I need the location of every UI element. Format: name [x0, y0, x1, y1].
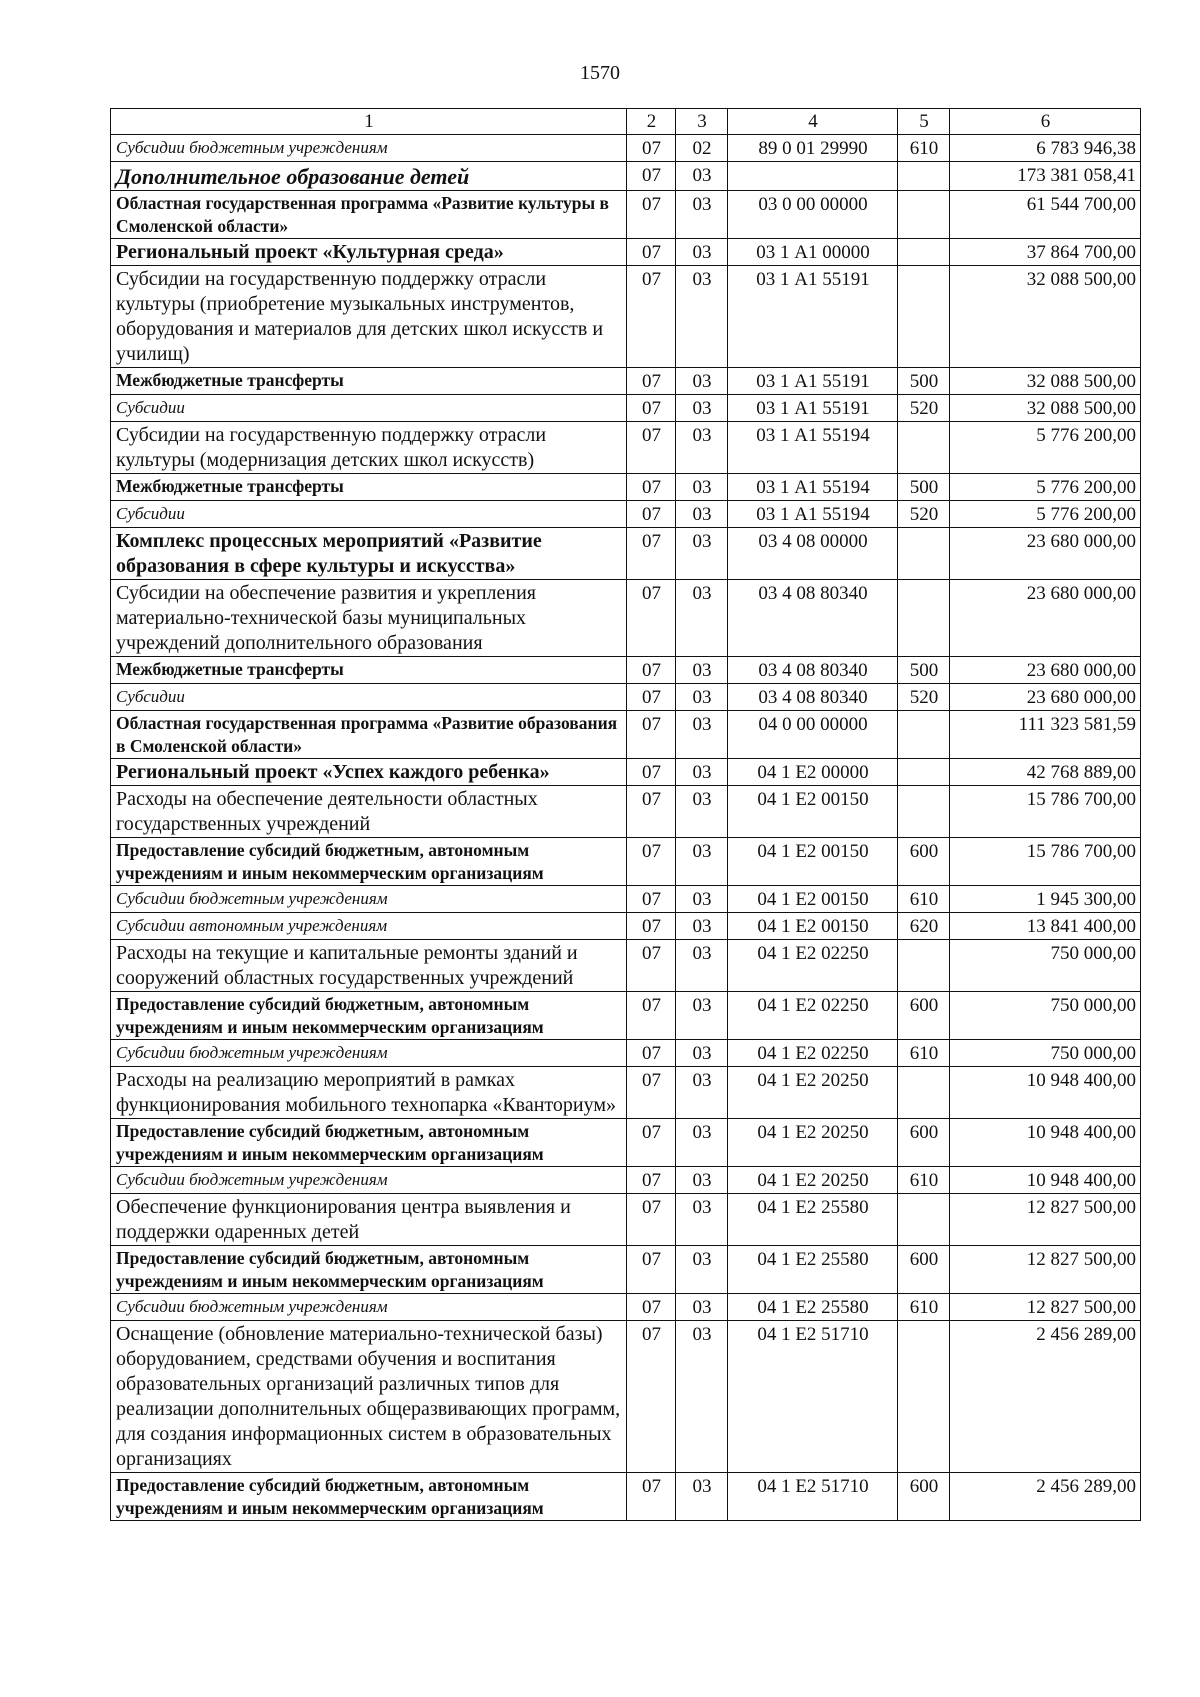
row-target-article: 04 1 Е2 00150: [728, 913, 898, 940]
table-row: [111, 1167, 1141, 1194]
table-row: [111, 913, 1141, 940]
row-expense-type: 610: [898, 135, 950, 162]
column-header-6: 6: [950, 109, 1141, 135]
row-section-code: 07: [627, 759, 676, 786]
row-target-article: 03 1 А1 55194: [728, 422, 898, 474]
table-row: [111, 886, 1141, 913]
row-name: Субсидии бюджетным учреждениям: [111, 1040, 627, 1067]
row-name: Оснащение (обновление материально-технической базы) оборудованием, средствами обучения и воспитания образовательных организаций различных типов для реализации дополнительных общеразвивающих программ, для создания информационных систем в образовательных организациях: [111, 1321, 627, 1473]
row-expense-type: 620: [898, 913, 950, 940]
row-subsection-code: 03: [676, 1473, 728, 1521]
row-section-code: 07: [627, 266, 676, 368]
row-section-code: 07: [627, 992, 676, 1040]
row-expense-type: 500: [898, 657, 950, 684]
row-expense-type: 610: [898, 1294, 950, 1321]
row-target-article: 04 0 00 00000: [728, 711, 898, 759]
row-subsection-code: 03: [676, 992, 728, 1040]
row-section-code: 07: [627, 684, 676, 711]
row-target-article: 04 1 Е2 02250: [728, 992, 898, 1040]
row-section-code: 07: [627, 940, 676, 992]
table-row: [111, 191, 1141, 239]
row-amount: 750 000,00: [950, 992, 1141, 1040]
row-amount: 32 088 500,00: [950, 266, 1141, 368]
row-section-code: 07: [627, 395, 676, 422]
row-name: Предоставление субсидий бюджетным, автономным учреждениям и иным некоммерческим организациям: [111, 992, 627, 1040]
row-target-article: 04 1 Е2 00150: [728, 886, 898, 913]
row-target-article: [728, 162, 898, 191]
row-subsection-code: 03: [676, 1040, 728, 1067]
table-body: [111, 109, 1141, 1521]
table-row: [111, 266, 1141, 368]
row-amount: 12 827 500,00: [950, 1246, 1141, 1294]
row-expense-type: [898, 940, 950, 992]
row-name: Субсидии бюджетным учреждениям: [111, 1167, 627, 1194]
row-subsection-code: 03: [676, 657, 728, 684]
row-section-code: 07: [627, 1067, 676, 1119]
row-name: Межбюджетные трансферты: [111, 368, 627, 395]
row-amount: 2 456 289,00: [950, 1321, 1141, 1473]
row-amount: 750 000,00: [950, 1040, 1141, 1067]
row-expense-type: 600: [898, 1473, 950, 1521]
row-expense-type: [898, 1194, 950, 1246]
row-target-article: 03 4 08 00000: [728, 528, 898, 580]
row-expense-type: [898, 162, 950, 191]
row-section-code: 07: [627, 239, 676, 266]
row-expense-type: 600: [898, 1119, 950, 1167]
row-name: Межбюджетные трансферты: [111, 657, 627, 684]
row-amount: 173 381 058,41: [950, 162, 1141, 191]
row-amount: 37 864 700,00: [950, 239, 1141, 266]
row-subsection-code: 03: [676, 886, 728, 913]
row-name: Субсидии на государственную поддержку отрасли культуры (приобретение музыкальных инструментов, оборудования и материалов для детских школ искусств и училищ): [111, 266, 627, 368]
row-target-article: 03 1 А1 55191: [728, 395, 898, 422]
row-subsection-code: 03: [676, 474, 728, 501]
row-name: Областная государственная программа «Развитие культуры в Смоленской области»: [111, 191, 627, 239]
row-expense-type: 610: [898, 1167, 950, 1194]
row-subsection-code: 03: [676, 759, 728, 786]
column-header-2: 2: [627, 109, 676, 135]
row-target-article: 04 1 Е2 51710: [728, 1473, 898, 1521]
row-name: Субсидии на государственную поддержку отрасли культуры (модернизация детских школ искусств): [111, 422, 627, 474]
table-row: [111, 474, 1141, 501]
row-name: Субсидии: [111, 684, 627, 711]
table-row: [111, 1194, 1141, 1246]
row-amount: 12 827 500,00: [950, 1294, 1141, 1321]
row-section-code: 07: [627, 657, 676, 684]
table-row: [111, 786, 1141, 838]
row-subsection-code: 03: [676, 266, 728, 368]
table-row: [111, 711, 1141, 759]
row-amount: 32 088 500,00: [950, 368, 1141, 395]
row-name: Субсидии: [111, 395, 627, 422]
row-section-code: 07: [627, 1321, 676, 1473]
page-number: 1570: [580, 62, 620, 84]
row-section-code: 07: [627, 191, 676, 239]
row-amount: 10 948 400,00: [950, 1067, 1141, 1119]
row-target-article: 03 1 А1 55191: [728, 266, 898, 368]
table-row: [111, 1067, 1141, 1119]
table-row: [111, 1040, 1141, 1067]
row-expense-type: [898, 191, 950, 239]
row-expense-type: 610: [898, 1040, 950, 1067]
row-amount: 42 768 889,00: [950, 759, 1141, 786]
row-target-article: 03 0 00 00000: [728, 191, 898, 239]
row-section-code: 07: [627, 580, 676, 657]
row-section-code: 07: [627, 1473, 676, 1521]
row-subsection-code: 03: [676, 191, 728, 239]
row-name: Межбюджетные трансферты: [111, 474, 627, 501]
column-header-4: 4: [728, 109, 898, 135]
row-expense-type: 520: [898, 684, 950, 711]
row-target-article: 04 1 Е2 02250: [728, 940, 898, 992]
row-expense-type: [898, 528, 950, 580]
row-subsection-code: 03: [676, 501, 728, 528]
table-row: [111, 162, 1141, 191]
table-row: [111, 395, 1141, 422]
table-row: [111, 1119, 1141, 1167]
row-name: Расходы на текущие и капитальные ремонты зданий и сооружений областных государственных учреждений: [111, 940, 627, 992]
row-amount: 5 776 200,00: [950, 501, 1141, 528]
row-subsection-code: 02: [676, 135, 728, 162]
table-row: [111, 239, 1141, 266]
column-header-5: 5: [898, 109, 950, 135]
row-target-article: 04 1 Е2 25580: [728, 1246, 898, 1294]
row-amount: 750 000,00: [950, 940, 1141, 992]
row-amount: 10 948 400,00: [950, 1119, 1141, 1167]
row-name: Предоставление субсидий бюджетным, автономным учреждениям и иным некоммерческим организациям: [111, 1246, 627, 1294]
table-row: [111, 501, 1141, 528]
row-target-article: 03 4 08 80340: [728, 684, 898, 711]
row-subsection-code: 03: [676, 1194, 728, 1246]
row-amount: 23 680 000,00: [950, 528, 1141, 580]
row-amount: 6 783 946,38: [950, 135, 1141, 162]
row-name: Предоставление субсидий бюджетным, автономным учреждениям и иным некоммерческим организациям: [111, 838, 627, 886]
row-target-article: 04 1 Е2 00150: [728, 786, 898, 838]
table-row: [111, 1473, 1141, 1521]
row-expense-type: [898, 759, 950, 786]
row-amount: 23 680 000,00: [950, 684, 1141, 711]
row-expense-type: [898, 580, 950, 657]
table-row: [111, 992, 1141, 1040]
row-subsection-code: 03: [676, 1167, 728, 1194]
row-subsection-code: 03: [676, 786, 728, 838]
row-expense-type: [898, 239, 950, 266]
row-subsection-code: 03: [676, 1067, 728, 1119]
row-section-code: 07: [627, 474, 676, 501]
row-name: Региональный проект «Успех каждого ребенка»: [111, 759, 627, 786]
row-section-code: 07: [627, 1294, 676, 1321]
table-row: [111, 422, 1141, 474]
row-amount: 1 945 300,00: [950, 886, 1141, 913]
row-section-code: 07: [627, 1040, 676, 1067]
row-amount: 15 786 700,00: [950, 838, 1141, 886]
column-header-3: 3: [676, 109, 728, 135]
row-name: Расходы на обеспечение деятельности областных государственных учреждений: [111, 786, 627, 838]
row-name: Субсидии бюджетным учреждениям: [111, 1294, 627, 1321]
row-expense-type: 520: [898, 395, 950, 422]
row-section-code: 07: [627, 711, 676, 759]
row-name: Предоставление субсидий бюджетным, автономным учреждениям и иным некоммерческим организациям: [111, 1473, 627, 1521]
table-row: [111, 1246, 1141, 1294]
table-row: [111, 135, 1141, 162]
row-amount: 61 544 700,00: [950, 191, 1141, 239]
table-row: [111, 1321, 1141, 1473]
row-target-article: 04 1 Е2 20250: [728, 1067, 898, 1119]
row-expense-type: [898, 1321, 950, 1473]
row-target-article: 03 4 08 80340: [728, 580, 898, 657]
row-target-article: 89 0 01 29990: [728, 135, 898, 162]
budget-table: [110, 108, 1141, 1521]
row-subsection-code: 03: [676, 1321, 728, 1473]
row-section-code: 07: [627, 135, 676, 162]
row-subsection-code: 03: [676, 711, 728, 759]
row-subsection-code: 03: [676, 1246, 728, 1294]
table-row: [111, 759, 1141, 786]
row-name: Предоставление субсидий бюджетным, автономным учреждениям и иным некоммерческим организациям: [111, 1119, 627, 1167]
row-name: Субсидии бюджетным учреждениям: [111, 135, 627, 162]
row-target-article: 03 1 А1 55194: [728, 501, 898, 528]
table-row: [111, 528, 1141, 580]
row-amount: 111 323 581,59: [950, 711, 1141, 759]
row-target-article: 03 4 08 80340: [728, 657, 898, 684]
row-target-article: 04 1 Е2 02250: [728, 1040, 898, 1067]
row-section-code: 07: [627, 1119, 676, 1167]
table-row: [111, 1294, 1141, 1321]
row-name: Обеспечение функционирования центра выявления и поддержки одаренных детей: [111, 1194, 627, 1246]
table-row: [111, 657, 1141, 684]
row-section-code: 07: [627, 501, 676, 528]
row-target-article: 04 1 Е2 25580: [728, 1294, 898, 1321]
table-row: [111, 368, 1141, 395]
row-subsection-code: 03: [676, 528, 728, 580]
row-expense-type: 610: [898, 886, 950, 913]
row-subsection-code: 03: [676, 913, 728, 940]
row-expense-type: [898, 786, 950, 838]
row-subsection-code: 03: [676, 684, 728, 711]
row-subsection-code: 03: [676, 395, 728, 422]
row-name: Дополнительное образование детей: [111, 162, 627, 191]
row-target-article: 04 1 Е2 00150: [728, 838, 898, 886]
row-amount: 23 680 000,00: [950, 657, 1141, 684]
row-name: Субсидии на обеспечение развития и укрепления материально-технической базы муниципальных учреждений дополнительного образования: [111, 580, 627, 657]
row-amount: 32 088 500,00: [950, 395, 1141, 422]
row-expense-type: [898, 711, 950, 759]
row-subsection-code: 03: [676, 1119, 728, 1167]
row-section-code: 07: [627, 162, 676, 191]
row-name: Областная государственная программа «Развитие образования в Смоленской области»: [111, 711, 627, 759]
row-amount: 13 841 400,00: [950, 913, 1141, 940]
row-subsection-code: 03: [676, 1294, 728, 1321]
row-expense-type: 500: [898, 474, 950, 501]
row-target-article: 04 1 Е2 51710: [728, 1321, 898, 1473]
row-expense-type: 500: [898, 368, 950, 395]
row-subsection-code: 03: [676, 940, 728, 992]
row-target-article: 04 1 Е2 20250: [728, 1119, 898, 1167]
row-section-code: 07: [627, 1194, 676, 1246]
row-section-code: 07: [627, 786, 676, 838]
row-name: Субсидии автономным учреждениям: [111, 913, 627, 940]
row-target-article: 04 1 Е2 25580: [728, 1194, 898, 1246]
row-target-article: 03 1 А1 00000: [728, 239, 898, 266]
row-section-code: 07: [627, 838, 676, 886]
row-name: Субсидии: [111, 501, 627, 528]
row-expense-type: 600: [898, 1246, 950, 1294]
row-expense-type: [898, 422, 950, 474]
row-expense-type: 520: [898, 501, 950, 528]
table-row: [111, 838, 1141, 886]
row-subsection-code: 03: [676, 580, 728, 657]
row-amount: 5 776 200,00: [950, 422, 1141, 474]
row-name: Расходы на реализацию мероприятий в рамках функционирования мобильного технопарка «Кванториум»: [111, 1067, 627, 1119]
table-row: [111, 940, 1141, 992]
row-section-code: 07: [627, 886, 676, 913]
row-amount: 5 776 200,00: [950, 474, 1141, 501]
row-section-code: 07: [627, 1246, 676, 1294]
table-row: [111, 580, 1141, 657]
row-section-code: 07: [627, 1167, 676, 1194]
row-expense-type: 600: [898, 838, 950, 886]
row-name: Субсидии бюджетным учреждениям: [111, 886, 627, 913]
row-section-code: 07: [627, 913, 676, 940]
row-subsection-code: 03: [676, 368, 728, 395]
row-target-article: 04 1 Е2 20250: [728, 1167, 898, 1194]
row-subsection-code: 03: [676, 838, 728, 886]
table-header-row: [111, 109, 1141, 135]
row-expense-type: [898, 1067, 950, 1119]
row-subsection-code: 03: [676, 422, 728, 474]
row-subsection-code: 03: [676, 162, 728, 191]
row-amount: 12 827 500,00: [950, 1194, 1141, 1246]
row-target-article: 04 1 Е2 00000: [728, 759, 898, 786]
row-subsection-code: 03: [676, 239, 728, 266]
table-row: [111, 684, 1141, 711]
row-section-code: 07: [627, 422, 676, 474]
row-amount: 15 786 700,00: [950, 786, 1141, 838]
row-amount: 10 948 400,00: [950, 1167, 1141, 1194]
row-expense-type: [898, 266, 950, 368]
row-name: Региональный проект «Культурная среда»: [111, 239, 627, 266]
row-expense-type: 600: [898, 992, 950, 1040]
row-target-article: 03 1 А1 55194: [728, 474, 898, 501]
row-amount: 2 456 289,00: [950, 1473, 1141, 1521]
row-name: Комплекс процессных мероприятий «Развитие образования в сфере культуры и искусства»: [111, 528, 627, 580]
column-header-1: 1: [111, 109, 627, 135]
row-amount: 23 680 000,00: [950, 580, 1141, 657]
row-section-code: 07: [627, 368, 676, 395]
row-section-code: 07: [627, 528, 676, 580]
row-target-article: 03 1 А1 55191: [728, 368, 898, 395]
